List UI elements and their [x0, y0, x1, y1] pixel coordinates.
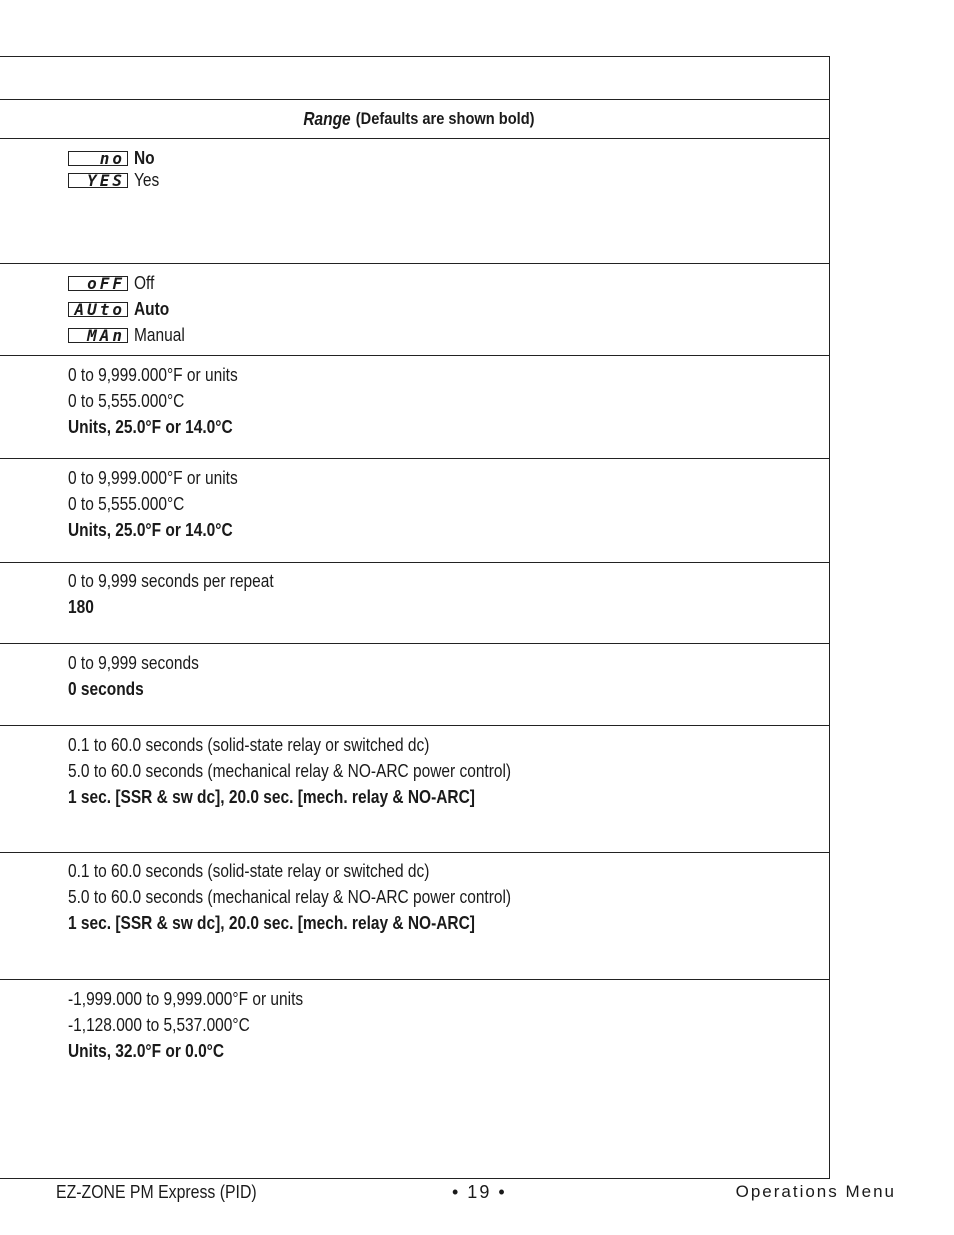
- default-text: 0 seconds: [68, 679, 144, 699]
- option-label: No: [134, 147, 155, 168]
- range-text: 0 to 9,999.000°F or units: [68, 365, 238, 385]
- range-row-mode: [68, 270, 808, 348]
- range-row-proportional-band-cool: [68, 465, 808, 543]
- range-header-title: Range: [303, 108, 351, 129]
- divider: [0, 1178, 830, 1179]
- range-header-note: (Defaults are shown bold): [355, 109, 535, 128]
- range-row-yes-no: [68, 147, 808, 191]
- range-text: -1,999.000 to 9,999.000°F or units: [68, 989, 304, 1009]
- range-row-proportional-band-heat: [68, 362, 808, 440]
- default-text: Units, 25.0°F or 14.0°C: [68, 417, 233, 437]
- range-text: 0.1 to 60.0 seconds (solid-state relay or switched dc): [68, 861, 430, 881]
- range-text: 5.0 to 60.0 seconds (mechanical relay & NO-ARC power control): [68, 761, 512, 781]
- range-row-time-derivative: [68, 650, 808, 702]
- lcd-display-icon: no: [68, 151, 128, 166]
- option-label: Manual: [134, 324, 185, 345]
- range-text: 5.0 to 60.0 seconds (mechanical relay & NO-ARC power control): [68, 887, 512, 907]
- range-text: 0 to 9,999.000°F or units: [68, 468, 238, 488]
- divider: [0, 355, 830, 356]
- default-text: 180: [68, 597, 94, 617]
- range-text: 0.1 to 60.0 seconds (solid-state relay or switched dc): [68, 735, 430, 755]
- option-manual: [68, 322, 808, 348]
- range-column-header: [62, 100, 776, 138]
- divider: [0, 725, 830, 726]
- range-text: 0 to 5,555.000°C: [68, 391, 185, 411]
- range-row-cycle-time-2: [68, 858, 808, 936]
- range-text: -1,128.000 to 5,537.000°C: [68, 1015, 250, 1035]
- lcd-display-icon: YES: [68, 173, 128, 188]
- range-row-dead-band: [68, 986, 808, 1064]
- footer-section-title: Operations Menu: [735, 1182, 896, 1201]
- default-text: Units, 32.0°F or 0.0°C: [68, 1041, 225, 1061]
- default-text: 1 sec. [SSR & sw dc], 20.0 sec. [mech. relay & NO-ARC]: [68, 787, 475, 807]
- option-label: Off: [134, 272, 155, 293]
- option-no: [68, 147, 808, 169]
- option-label: Auto: [134, 298, 170, 319]
- range-text: 0 to 9,999 seconds per repeat: [68, 571, 274, 591]
- footer-page-number: • 19 •: [452, 1182, 507, 1202]
- range-row-time-integral: [68, 568, 808, 620]
- range-text: 0 to 9,999 seconds: [68, 653, 199, 673]
- divider: [0, 852, 830, 853]
- lcd-display-icon: oFF: [68, 276, 128, 291]
- divider: [0, 562, 830, 563]
- option-yes: [68, 169, 808, 191]
- range-text: 0 to 5,555.000°C: [68, 494, 185, 514]
- range-row-cycle-time-1: [68, 732, 808, 810]
- divider: [0, 263, 830, 264]
- footer-product-name: EZ-ZONE PM Express (PID): [56, 1182, 257, 1202]
- option-off: [68, 270, 808, 296]
- divider: [0, 643, 830, 644]
- lcd-display-icon: AUto: [68, 302, 128, 317]
- default-text: Units, 25.0°F or 14.0°C: [68, 520, 233, 540]
- divider: [0, 979, 830, 980]
- lcd-display-icon: MAn: [68, 328, 128, 343]
- option-label: Yes: [134, 169, 160, 190]
- option-auto: [68, 296, 808, 322]
- default-text: 1 sec. [SSR & sw dc], 20.0 sec. [mech. relay & NO-ARC]: [68, 913, 475, 933]
- divider: [0, 458, 830, 459]
- divider: [0, 138, 830, 139]
